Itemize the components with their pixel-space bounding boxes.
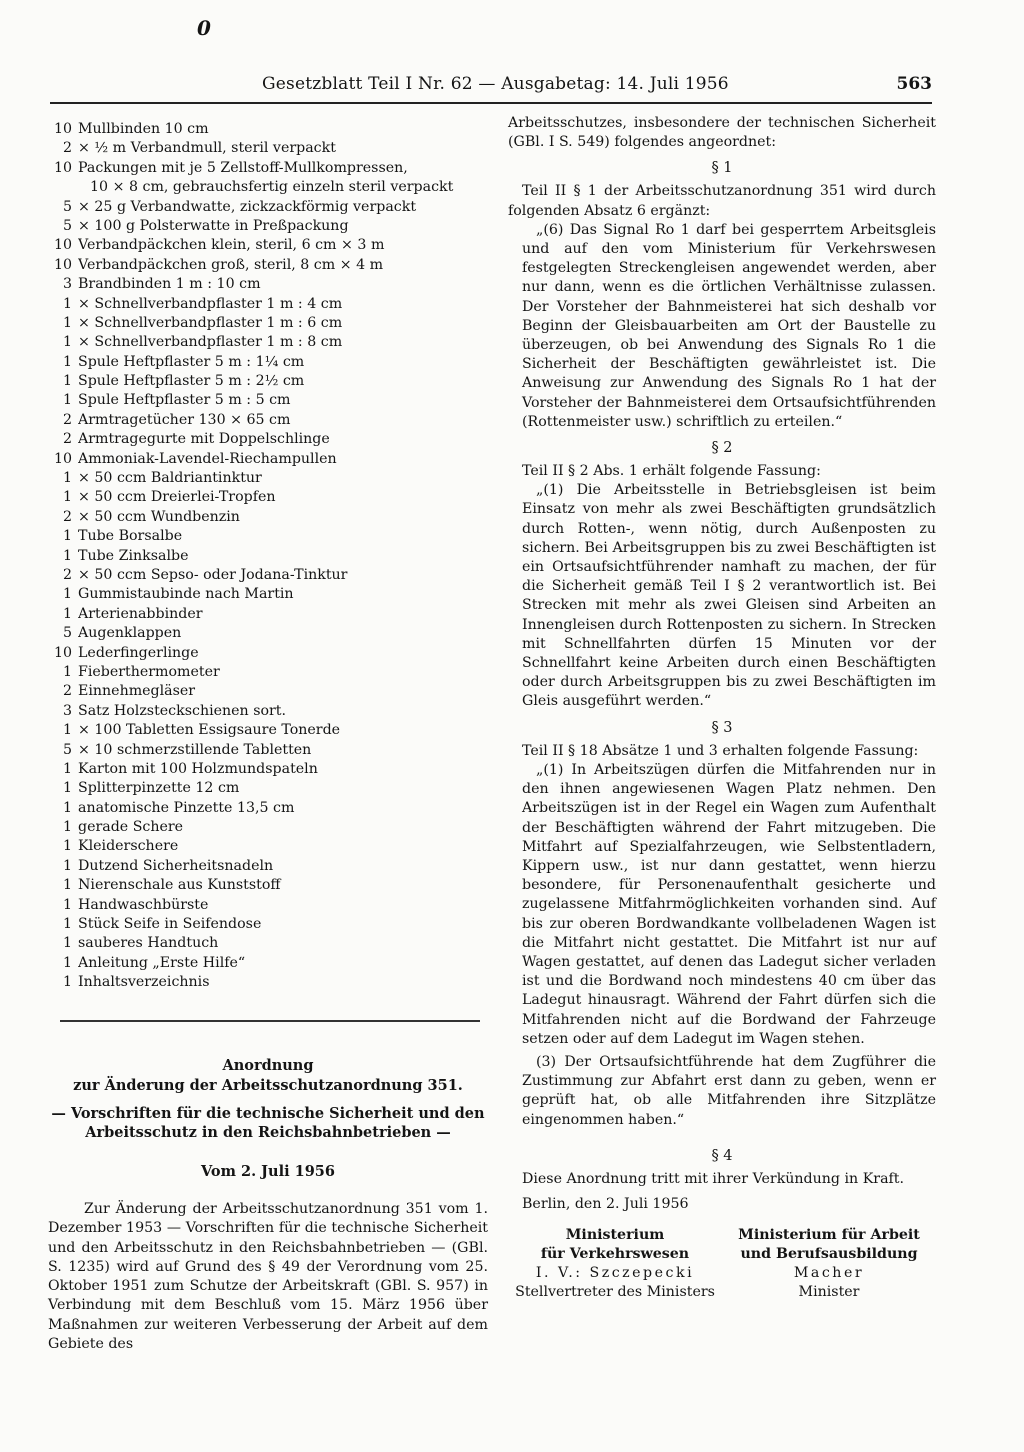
signatory-name: Macher — [793, 1265, 865, 1282]
intro-continuation: Arbeitsschutzes, insbesondere der technischen Sicherheit (GBl. I S. 549) folgendes angeordnet: — [508, 115, 936, 151]
item-text: Tube Borsalbe — [78, 528, 183, 545]
section-3-heading: § 3 — [711, 719, 733, 736]
signatory-role: Stellvertreter des Ministers — [515, 1284, 715, 1301]
list-item — [48, 353, 488, 372]
item-quantity: 1 — [62, 760, 72, 777]
list-item — [48, 236, 488, 255]
item-text: Gummistaubinde nach Martin — [78, 586, 294, 603]
item-text: Mullbinden 10 cm — [78, 121, 209, 137]
list-item — [48, 547, 488, 566]
item-text: Spule Heftpflaster 5 m : 1¼ cm — [78, 353, 305, 370]
item-text: × 50 ccm Wundbenzin — [78, 508, 240, 525]
item-quantity: 1 — [62, 954, 72, 971]
list-item — [48, 217, 488, 236]
list-item — [48, 818, 488, 837]
list-item — [48, 159, 488, 178]
list-item — [48, 741, 488, 760]
signature-org-line-2: und Berufsausbildung — [740, 1246, 918, 1263]
item-quantity: 1 — [62, 353, 72, 370]
section-divider — [60, 1020, 480, 1022]
ordinance-date: Vom 2. Juli 1956 — [201, 1163, 335, 1180]
item-text: Ammoniak-Lavendel-Riechampullen — [78, 450, 337, 467]
item-text: anatomische Pinzette 13,5 cm — [78, 799, 295, 816]
item-text: Handwaschbürste — [78, 896, 209, 913]
item-quantity: 1 — [62, 314, 72, 331]
item-text: Lederfingerlinge — [78, 644, 199, 661]
header-title: Gesetzblatt Teil I Nr. 62 — Ausgabetag: 14. Juli 1956 — [262, 74, 729, 94]
item-text: Brandbinden 1 m : 10 cm — [78, 276, 261, 293]
list-item — [48, 178, 488, 197]
item-text: Satz Holzsteckschienen sort. — [78, 702, 287, 719]
list-item — [48, 120, 488, 139]
list-item — [48, 333, 488, 352]
section-3-lead: Teil II § 18 Absätze 1 und 3 erhalten folgende Fassung: — [522, 742, 919, 759]
item-quantity — [48, 178, 78, 197]
item-quantity: 10 — [53, 159, 72, 176]
list-item — [48, 934, 488, 953]
item-quantity: 10 — [53, 450, 72, 467]
list-item — [48, 508, 488, 527]
item-quantity: 1 — [62, 605, 72, 622]
item-text: × Schnellverbandpflaster 1 m : 8 cm — [78, 334, 343, 351]
item-quantity: 2 — [62, 566, 72, 583]
item-quantity: 1 — [62, 586, 72, 603]
item-text: × 25 g Verbandwatte, zickzackförmig verpackt — [78, 198, 417, 215]
right-column — [508, 114, 936, 1302]
item-text: × Schnellverbandpflaster 1 m : 4 cm — [78, 295, 343, 312]
list-item — [48, 973, 488, 992]
item-text: Dutzend Sicherheitsnadeln — [78, 857, 274, 874]
list-item — [48, 876, 488, 895]
list-item — [48, 527, 488, 546]
left-column — [48, 120, 488, 993]
item-quantity: 1 — [62, 916, 72, 933]
item-text: Nierenschale aus Kunststoff — [78, 877, 281, 894]
section-1-heading: § 1 — [711, 160, 733, 177]
item-quantity: 1 — [62, 547, 72, 564]
item-quantity: 1 — [62, 470, 72, 487]
item-quantity: 1 — [62, 799, 72, 816]
item-text: Armtragetücher 130 × 65 cm — [78, 411, 291, 428]
section-3-quote-1: „(1) In Arbeitszügen dürfen die Mitfahrenden nur in den ihnen angewiesenen Wagen Platz nehmen. Den Arbeitszügen ist in der Regel ein Wagen zum Aufenthalt der Beschäftigten während der Fahrt mitzugeben. Die Mitfahrt auf Spezialfahrzeugen, wie Selbstentladern, Kippern usw., ist nur dann gestattet, wenn hierzu besondere, für Personenaufenthalt gesicherte und zugelassene Mitfahrmöglichkeiten vorhanden sind. Auf bis zur oberen Bordwandkante vollbeladenen Wagen ist die Mitfahrt nicht gestattet. Die Mitfahrt ist nur auf Wagen gestattet, auf denen das Ladegut sicher verladen ist und die Bordwand noch mindestens 40 cm über das Ladegut hinausragt. Während der Fahrt dürfen sich die Mitfahrenden nicht auf die Bordwand der Fahrzeuge setzen oder auf dem Ladegut im Wagen stehen. — [522, 761, 936, 1047]
item-quantity: 2 — [62, 431, 72, 448]
item-quantity: 3 — [62, 702, 72, 719]
signature-block — [508, 1226, 936, 1302]
item-quantity: 5 — [62, 217, 72, 234]
list-item — [48, 391, 488, 410]
item-text: Verbandpäckchen klein, steril, 6 cm × 3 m — [78, 237, 385, 254]
list-item — [48, 779, 488, 798]
section-2-lead: Teil II § 2 Abs. 1 erhält folgende Fassung: — [522, 463, 821, 480]
item-text: × 10 schmerzstillende Tabletten — [78, 741, 312, 758]
list-item — [48, 198, 488, 217]
item-text: 10 × 8 cm, gebrauchsfertig einzeln steril verpackt — [90, 179, 454, 196]
item-quantity: 10 — [53, 121, 72, 137]
page-mark: 0 — [197, 16, 211, 40]
section-2-heading: § 2 — [711, 440, 733, 457]
item-quantity: 1 — [62, 295, 72, 312]
signatory-role: Minister — [798, 1284, 860, 1301]
item-quantity: 1 — [62, 935, 72, 952]
list-item — [48, 256, 488, 275]
item-quantity: 1 — [62, 528, 72, 545]
list-item — [48, 275, 488, 294]
list-item — [48, 624, 488, 643]
page-number: 563 — [896, 74, 932, 94]
list-item — [48, 314, 488, 333]
list-item — [48, 295, 488, 314]
item-text: Armtragegurte mit Doppelschlinge — [78, 431, 330, 448]
ordinance-subtitle: zur Änderung der Arbeitsschutzanordnung 351. — [73, 1077, 463, 1094]
item-quantity: 1 — [62, 896, 72, 913]
item-text: Stück Seife in Seifendose — [78, 916, 262, 933]
item-quantity: 1 — [62, 663, 72, 680]
list-item — [48, 450, 488, 469]
item-text: × 50 ccm Sepso- oder Jodana-Tinktur — [78, 566, 348, 583]
item-quantity: 5 — [62, 198, 72, 215]
item-text: × 50 ccm Baldriantinktur — [78, 470, 262, 487]
item-text: Packungen mit je 5 Zellstoff-Mullkompressen, — [78, 159, 408, 176]
item-text: Karton mit 100 Holzmundspateln — [78, 760, 318, 777]
item-quantity: 10 — [53, 237, 72, 254]
first-aid-item-list — [48, 120, 488, 993]
item-text: Anleitung „Erste Hilfe“ — [78, 954, 246, 971]
list-item — [48, 372, 488, 391]
item-quantity: 1 — [62, 334, 72, 351]
item-text: Augenklappen — [78, 625, 182, 642]
item-text: Inhaltsverzeichnis — [78, 974, 210, 991]
section-4-heading: § 4 — [711, 1147, 733, 1164]
signature-org-line-2: für Verkehrswesen — [540, 1246, 690, 1263]
item-quantity: 1 — [62, 857, 72, 874]
section-2-quote: „(1) Die Arbeitsstelle in Betriebsgleisen ist beim Einsatz von mehr als zwei Beschäftigten grundsätzlich durch Rotten-, wenn nötig, durch Außenposten zu sichern. Bei Arbeitsgruppen bis zu zwei Beschäftigten ist ein Ortsaufsichtführender namhaft zu machen, der für die Sicherheit gemäß Teil I § 2 verantwortlich ist. Bei Strecken mit mehr als zwei Gleisen sind Arbeiten an Innengleisen durch Rottenposten zu sichern. In Strecken mit Schnellfahrten dürfen 15 Minuten vor der Schnellfahrt keine Arbeiten durch einen Beschäftigten oder durch Arbeitsgruppen bis zu zwei Beschäftigten im Gleis ausgeführt werden.“ — [522, 482, 936, 710]
list-item — [48, 760, 488, 779]
item-quantity: 5 — [62, 741, 72, 758]
item-text: Tube Zinksalbe — [78, 547, 189, 564]
list-item — [48, 663, 488, 682]
page-header — [262, 74, 932, 102]
signature-org-line-1: Ministerium für Arbeit — [738, 1227, 920, 1244]
item-text: Spule Heftpflaster 5 m : 2½ cm — [78, 373, 305, 390]
item-text: gerade Schere — [78, 819, 184, 836]
item-text: Verbandpäckchen groß, steril, 8 cm × 4 m — [78, 256, 384, 273]
item-quantity: 5 — [62, 625, 72, 642]
item-quantity: 1 — [62, 489, 72, 506]
header-rule — [50, 102, 932, 104]
ordinance-intro: Zur Änderung der Arbeitsschutzanordnung 351 vom 1. Dezember 1953 — Vorschriften für die technische Sicherheit und den Arbeitsschutz in den Reichsbahnbetrieben — (GBl. S. 1235) wird auf Grund des § 49 der Verordnung vom 25. Oktober 1951 zum Schutze der Arbeitskraft (GBl. S. 957) in Verbindung mit dem Beschluß vom 15. März 1956 über Maßnahmen zur weiteren Verbesserung der Arbeit auf dem Gebiete des — [48, 1201, 488, 1353]
item-quantity: 1 — [62, 877, 72, 894]
section-1-lead: Teil II § 1 der Arbeitsschutzanordnung 351 wird durch folgenden Absatz 6 ergänzt: — [508, 183, 936, 219]
signature-org-line-1: Ministerium — [565, 1227, 665, 1244]
item-quantity: 1 — [62, 819, 72, 836]
item-quantity: 2 — [62, 140, 72, 157]
ordinance-title: Anordnung — [222, 1057, 314, 1074]
item-quantity: 3 — [62, 276, 72, 293]
list-item — [48, 857, 488, 876]
item-text: Einnehmegläser — [78, 683, 196, 700]
list-item — [48, 139, 488, 158]
place-date: Berlin, den 2. Juli 1956 — [522, 1195, 689, 1212]
list-item — [48, 644, 488, 663]
item-quantity: 1 — [62, 722, 72, 739]
item-text: sauberes Handtuch — [78, 935, 219, 952]
section-1-quote: „(6) Das Signal Ro 1 darf bei gesperrtem Arbeitsgleis und auf den vom Ministerium für Verkehrswesen festgelegten Streckengleisen angewendet werden, aber nur dann, wenn es die örtlichen Verhältnisse zulassen. Der Vorsteher der Bahnmeisterei hat sich deshalb vor Beginn der Gleisbauarbeiten am Ort der Baustelle zu überzeugen, ob bei Anwendung des Signals Ro 1 die Sicherheit der Beschäftigten gewährleistet ist. Die Anweisung zur Anwendung des Signals Ro 1 hat der Vorsteher der Bahnmeisterei dem Ortsaufsichtführenden (Rottenmeister usw.) schriftlich zu erteilen.“ — [522, 221, 936, 430]
list-item — [48, 682, 488, 701]
item-quantity: 1 — [62, 392, 72, 409]
item-text: × Schnellverbandpflaster 1 m : 6 cm — [78, 314, 343, 331]
list-item — [48, 721, 488, 740]
item-quantity: 10 — [53, 256, 72, 273]
item-quantity: 1 — [62, 373, 72, 390]
item-quantity: 2 — [62, 411, 72, 428]
list-item — [48, 896, 488, 915]
item-quantity: 1 — [62, 974, 72, 991]
list-item — [48, 566, 488, 585]
list-item — [48, 837, 488, 856]
section-4-text: Diese Anordnung tritt mit ihrer Verkündung in Kraft. — [522, 1170, 904, 1187]
item-quantity: 2 — [62, 508, 72, 525]
item-quantity: 10 — [53, 644, 72, 661]
list-item — [48, 585, 488, 604]
list-item — [48, 411, 488, 430]
list-item — [48, 605, 488, 624]
list-item — [48, 954, 488, 973]
item-quantity: 1 — [62, 780, 72, 797]
section-3-quote-3: (3) Der Ortsaufsichtführende hat dem Zugführer die Zustimmung zur Abfahrt erst dann zu geben, wenn er geprüft hat, ob alle Mitfahrenden ihre Sitzplätze eingenommen haben.“ — [522, 1053, 936, 1128]
list-item — [48, 702, 488, 721]
signature-labour — [722, 1226, 936, 1302]
list-item — [48, 915, 488, 934]
ordinance-topic: — Vorschriften für die technische Sicherheit und den Arbeitsschutz in den Reichsbahnbetrieben — — [51, 1105, 485, 1141]
item-text: × 100 Tabletten Essigsaure Tonerde — [78, 722, 341, 739]
list-item — [48, 469, 488, 488]
list-item — [48, 799, 488, 818]
item-text: × 100 g Polsterwatte in Preßpackung — [78, 217, 349, 234]
item-text: Kleiderschere — [78, 838, 179, 855]
signature-transport — [508, 1226, 722, 1302]
list-item — [48, 430, 488, 449]
item-text: Splitterpinzette 12 cm — [78, 780, 240, 797]
item-quantity: 1 — [62, 838, 72, 855]
item-text: × 50 ccm Dreierlei-Tropfen — [78, 489, 276, 506]
signatory-name: I. V.: Szczepecki — [535, 1265, 695, 1282]
list-item — [48, 488, 488, 507]
item-text: × ½ m Verbandmull, steril verpackt — [78, 140, 336, 157]
item-quantity: 2 — [62, 683, 72, 700]
item-text: Fieberthermometer — [78, 663, 220, 680]
item-text: Spule Heftpflaster 5 m : 5 cm — [78, 392, 291, 409]
item-text: Arterienabbinder — [78, 605, 203, 622]
